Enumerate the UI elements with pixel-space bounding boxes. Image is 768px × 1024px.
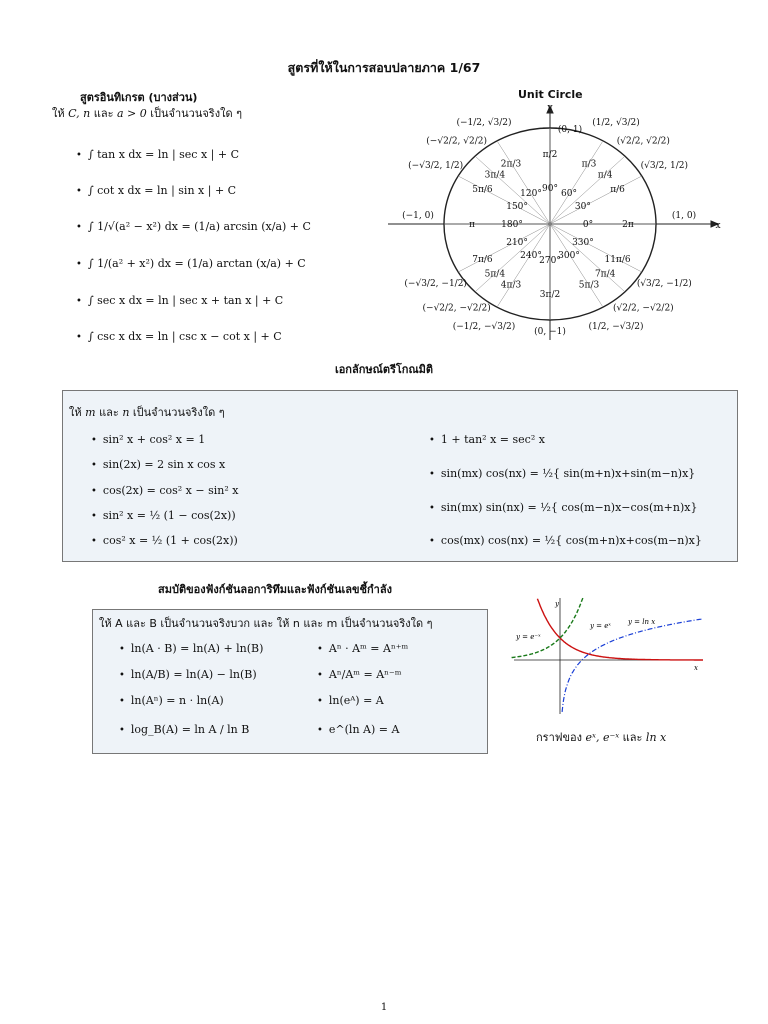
intro-vars: C, n <box>68 107 91 120</box>
radian-label: 11π/6 <box>604 255 631 265</box>
coord-label: (−1/2, −√3/2) <box>452 322 516 333</box>
degree-label: 240° <box>520 251 542 262</box>
point-label: (0, −1) <box>534 327 566 337</box>
degree-label: 330° <box>572 238 594 248</box>
log-item: • log_B(A) = ln A / ln B <box>119 723 250 736</box>
coord-label: (−√3/2, 1/2) <box>408 161 464 171</box>
exp-item: • Aⁿ · Aᵐ = Aⁿ⁺ᵐ <box>317 642 409 655</box>
point-label: (1, 0) <box>671 211 697 221</box>
unit-circle-title: Unit Circle <box>518 88 583 101</box>
trig-right-item: • sin(mx) cos(nx) = ½{ sin(m+n)x+sin(m−n)x} <box>429 467 696 480</box>
radian-label: 5π/3 <box>578 280 600 291</box>
coord-label: (√3/2, 1/2) <box>640 161 689 171</box>
degree-label: 90° <box>542 184 558 194</box>
integral-item: • ∫ cot x dx = ln | sin x | + C <box>76 184 237 197</box>
trig-right-item: • cos(mx) cos(nx) = ½{ cos(m+n)x+cos(m−n)x} <box>429 534 702 547</box>
point-label: (−1, 0) <box>402 211 434 221</box>
integral-item: • ∫ csc x dx = ln | csc x − cot x | + C <box>76 330 282 343</box>
radian-label: π/3 <box>581 159 597 170</box>
degree-label: 60° <box>561 188 577 199</box>
exp-item: • Aⁿ/Aᵐ = Aⁿ⁻ᵐ <box>317 668 402 681</box>
trig-right-item: • 1 + tan² x = sec² x <box>429 433 545 446</box>
coord-label: (1/2, −√3/2) <box>588 322 644 333</box>
radian-label: π <box>469 220 475 230</box>
x-axis-label: x <box>715 221 721 231</box>
radian-label: π/4 <box>597 170 613 181</box>
exp-ln-graph <box>510 594 706 718</box>
exp-item: • e^(ln A) = A <box>317 723 400 736</box>
integral-item: • ∫ tan x dx = ln | sec x | + C <box>76 148 239 161</box>
integral-item: • ∫ sec x dx = ln | sec x + tan x | + C <box>76 294 284 307</box>
degree-label: 120° <box>520 188 542 199</box>
intro-pre: ให้ <box>52 107 65 120</box>
radian-label: 4π/3 <box>500 280 522 291</box>
coord-label: (1/2, √3/2) <box>592 117 640 128</box>
integrals-heading: สูตรอินทิเกรต (บางส่วน) <box>80 91 198 104</box>
coord-label: (−√2/2, √2/2) <box>426 136 488 147</box>
trig-heading: เอกลักษณ์ตรีโกณมิติ <box>334 363 434 376</box>
radian-label: 2π <box>622 220 634 230</box>
degree-label: 210° <box>506 238 528 248</box>
logexp-heading: สมบัติของฟังก์ชันลอการิทึมและฟังก์ชันเลขชี้กำลัง <box>158 583 392 596</box>
coord-label: (−1/2, √3/2) <box>456 117 512 128</box>
trig-left-item: • sin² x + cos² x = 1 <box>91 433 206 446</box>
trig-right-item: • sin(mx) sin(nx) = ½{ cos(m−n)x−cos(m+n)x} <box>429 501 698 514</box>
coord-label: (√3/2, −1/2) <box>636 279 692 289</box>
log-item: • ln(A · B) = ln(A) + ln(B) <box>119 642 264 655</box>
trig-intro: ให้ m และ n เป็นจำนวนจริงใด ๆ <box>69 406 225 419</box>
degree-label: 300° <box>558 251 580 262</box>
integral-item: • ∫ 1/(a² + x²) dx = (1/a) arctan (x/a) + C <box>76 257 306 270</box>
degree-label: 180° <box>501 220 523 230</box>
trig-left-item: • sin² x = ½ (1 − cos(2x)) <box>91 509 236 522</box>
coord-label: (√2/2, −√2/2) <box>612 303 674 314</box>
radian-label: 5π/4 <box>484 269 506 280</box>
degree-label: 150° <box>506 202 528 212</box>
integral-item: • ∫ 1/√(a² − x²) dx = (1/a) arcsin (x/a) + C <box>76 220 311 233</box>
integrals-intro <box>52 104 242 122</box>
radian-label: 2π/3 <box>500 159 522 170</box>
logexp-box <box>92 609 488 754</box>
label-ln: y = ln x <box>628 618 656 626</box>
coord-label: (√2/2, √2/2) <box>616 136 670 147</box>
radian-label: π/6 <box>610 185 625 195</box>
unit-circle-ray <box>458 176 550 224</box>
page-number: 1 <box>380 1002 388 1013</box>
degree-label: 0° <box>582 220 594 230</box>
unit-circle-diagram <box>388 100 728 340</box>
label-exp: y = eˣ <box>590 622 611 630</box>
radian-label: 7π/4 <box>594 269 616 280</box>
log-item: • ln(Aⁿ) = n · ln(A) <box>119 694 224 707</box>
trig-left-item: • cos² x = ½ (1 + cos(2x)) <box>91 534 238 547</box>
point-label: (0, 1) <box>557 125 583 135</box>
trig-box <box>62 390 738 562</box>
graph-y-label: y <box>555 600 559 608</box>
exp-item: • ln(eᴬ) = A <box>317 694 384 707</box>
unit-circle-ray <box>550 176 642 224</box>
graph-x-label: x <box>694 664 698 672</box>
log-item: • ln(A/B) = ln(A) − ln(B) <box>119 668 257 681</box>
intro-cond: a > 0 <box>116 107 147 120</box>
graph-caption: กราฟของ eˣ, e⁻ˣ และ ln x <box>536 731 667 744</box>
coord-label: (−√3/2, −1/2) <box>404 279 467 289</box>
radian-label: 3π/4 <box>484 170 506 181</box>
intro-and: และ <box>93 107 114 120</box>
trig-left-item: • cos(2x) = cos² x − sin² x <box>91 484 239 497</box>
radian-label: 3π/2 <box>539 290 561 300</box>
degree-label: 30° <box>574 202 591 212</box>
radian-label: 5π/6 <box>472 185 493 195</box>
radian-label: 7π/6 <box>472 255 493 265</box>
y-axis-label: y <box>547 103 553 113</box>
coord-label: (−√2/2, −√2/2) <box>422 303 491 314</box>
page-title: สูตรที่ให้ในการสอบปลายภาค 1/67 <box>287 60 481 75</box>
degree-label: 270° <box>539 256 561 266</box>
logexp-intro: ให้ A และ B เป็นจำนวนจริงบวก และ ให้ n และ m เป็นจำนวนจริงใด ๆ <box>99 617 433 630</box>
intro-post: เป็นจำนวนจริงใด ๆ <box>150 107 243 120</box>
curve-exp-neg <box>537 599 703 660</box>
curve-ln <box>562 619 703 712</box>
radian-label: π/2 <box>542 150 558 160</box>
label-exp-neg: y = e⁻ˣ <box>516 633 541 641</box>
trig-left-item: • sin(2x) = 2 sin x cos x <box>91 458 226 471</box>
